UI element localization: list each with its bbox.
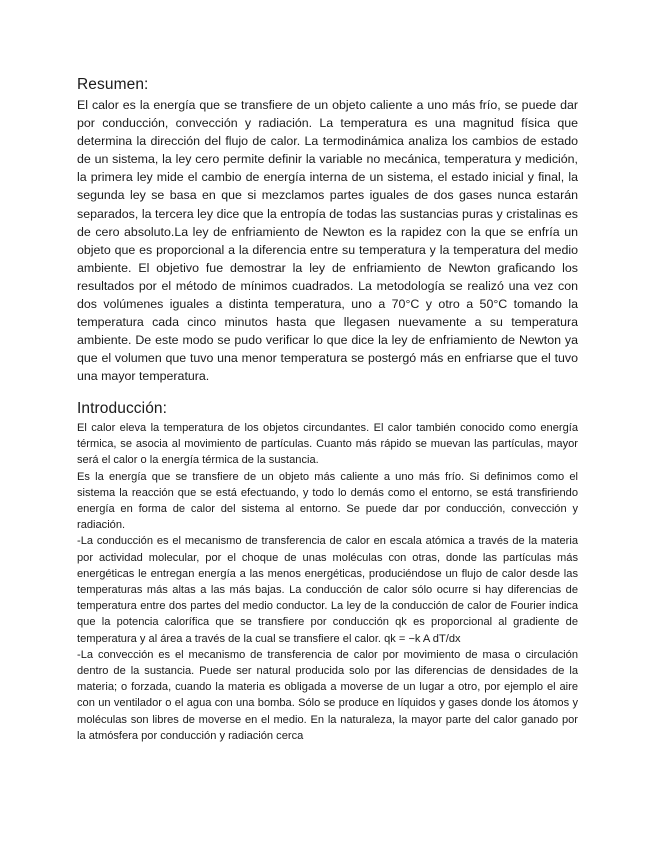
intro-paragraph-1: El calor eleva la temperatura de los objetos circundantes. El calor también conocido como energía térmica, se asocia al movimiento de partículas. Cuanto más rápido se muevan las partículas, mayor será el calor o la energía térmica de la sustancia. <box>77 422 578 467</box>
intro-paragraph-conveccion: -La convección es el mecanismo de transferencia de calor por movimiento de masa o circulación dentro de la sustancia. Puede ser natural producida solo por las diferencias de densidades de la materia; o forzada, cuando la materia es obligada a moverse de un lugar a otro, por ejemplo el aire con un ventilador o el agua con una bomba. Sólo se produce en líquidos y gases donde los átomos y moléculas son libres de moverse en el medio. En la naturaleza, la mayor parte del calor ganado por la atmósfera por conducción y radiación cerca <box>77 648 578 742</box>
resumen-section <box>77 96 578 386</box>
introduccion-heading: Introducción: <box>77 400 168 417</box>
introduccion-section <box>77 420 578 744</box>
intro-paragraph-conduccion: -La conducción es el mecanismo de transferencia de calor en escala atómica a través de la materia por actividad molecular, por el choque de unas moléculas con otras, donde las partículas más energéticas le entregan energía a las menos energéticas, produciéndose un flujo de calor desde las temperaturas más altas a las más bajas. La conducción de calor sólo ocurre si hay diferencias de temperatura entre dos partes del medio conductor. La ley de la conducción de calor de Fourier indica que la potencia calorífica que se transfiere por conducción qk es proporcional al gradiente de temperatura y al área a través de la cual se transfiere el calor. qk = −k A dT/dx <box>77 535 578 645</box>
resumen-paragraph: El calor es la energía que se transfiere de un objeto caliente a uno más frío, se puede dar por conducción, convección y radiación. La temperatura es una magnitud física que determina la dirección del flujo de calor. La termodinámica analiza los cambios de estado de un sistema, la ley cero permite definir la variable no mecánica, temperatura y medición, la primera ley mide el cambio de energía interna de un sistema, el estado inicial y final, la segunda ley se basa en que si mezclamos partes iguales de dos gases nunca estarán separados, la tercera ley dice que la entropía de todas las sustancias puras y cristalinas es de cero absoluto.La ley de enfriamiento de Newton es la rapidez con la que se enfría un objeto que es proporcional a la diferencia entre su temperatura y la temperatura del medio ambiente. El objetivo fue demostrar la ley de enfriamiento de Newton graficando los resultados por el método de mínimos cuadrados. La metodología se realizó una vez con dos volúmenes iguales a distinta temperatura, uno a 70°C y otro a 50°C tomando la temperatura cada cinco minutos hasta que llegasen nuevamente a su temperatura ambiente. De este modo se pudo verificar lo que dice la ley de enfriamiento de Newton ya que el volumen que tuvo una menor temperatura se postergó más en enfriarse que el tuvo una mayor temperatura. <box>77 98 578 384</box>
intro-paragraph-2: Es la energía que se transfiere de un objeto más caliente a uno más frío. Si definimos como el sistema la reacción que se está efectuando, y todo lo demás como el entorno, se está transfiriendo energía en forma de calor del sistema al entorno. Se puede dar por conducción, convección y radiación. <box>77 470 578 532</box>
resumen-heading: Resumen: <box>77 76 149 93</box>
